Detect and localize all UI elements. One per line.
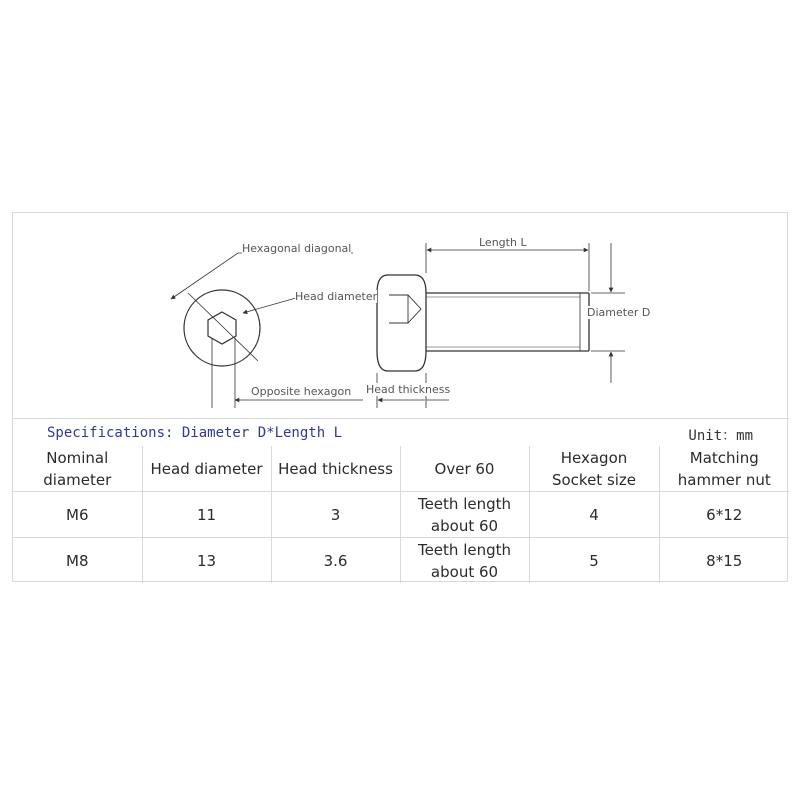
- opposite-hex-label: Opposite hexagon: [251, 385, 352, 398]
- table-header-row: [13, 446, 789, 492]
- header-hex-socket-size: Hexagon Socket size: [529, 446, 659, 492]
- table-row: [13, 538, 789, 584]
- cell-socket-size: 5: [529, 538, 659, 584]
- cell-hammer-nut: 8*15: [659, 538, 789, 584]
- diameter-label: Diameter D: [587, 306, 651, 319]
- cell-nominal: M8: [13, 538, 142, 584]
- cell-head-thickness: 3: [271, 492, 400, 538]
- diameter-line: [188, 293, 258, 361]
- unit-label: Unit：mm: [688, 428, 753, 444]
- cell-over-60: Teeth length about 60: [400, 538, 529, 584]
- spec-sheet: [12, 212, 788, 582]
- cell-head-thickness: 3.6: [271, 538, 400, 584]
- cell-hammer-nut: 6*12: [659, 492, 789, 538]
- spec-caption-row: [13, 418, 789, 446]
- hex-diagonal-dimension: [171, 253, 238, 299]
- cell-head-diameter: 11: [142, 492, 271, 538]
- spec-table: [13, 446, 789, 583]
- cell-socket-size: 4: [529, 492, 659, 538]
- header-head-thickness: Head thickness: [271, 446, 400, 492]
- length-label: Length L: [479, 236, 527, 249]
- header-head-diameter: Head diameter: [142, 446, 271, 492]
- head-circle: [184, 290, 260, 366]
- table-row: [13, 492, 789, 538]
- head-diameter-label: Head diameter: [295, 290, 378, 303]
- hex-diagonal-label: Hexagonal diagonal: [242, 242, 352, 255]
- cell-head-diameter: 13: [142, 538, 271, 584]
- technical-drawing: [13, 213, 789, 418]
- cell-over-60: Teeth length about 60: [400, 492, 529, 538]
- header-over-60: Over 60: [400, 446, 529, 492]
- header-matching-hammer-nut: Matching hammer nut: [659, 446, 789, 492]
- header-nominal-diameter: Nominal diameter: [13, 446, 142, 492]
- spec-title: Specifications: Diameter D*Length L: [47, 425, 343, 441]
- cell-nominal: M6: [13, 492, 142, 538]
- head-thickness-label: Head thickness: [366, 383, 451, 396]
